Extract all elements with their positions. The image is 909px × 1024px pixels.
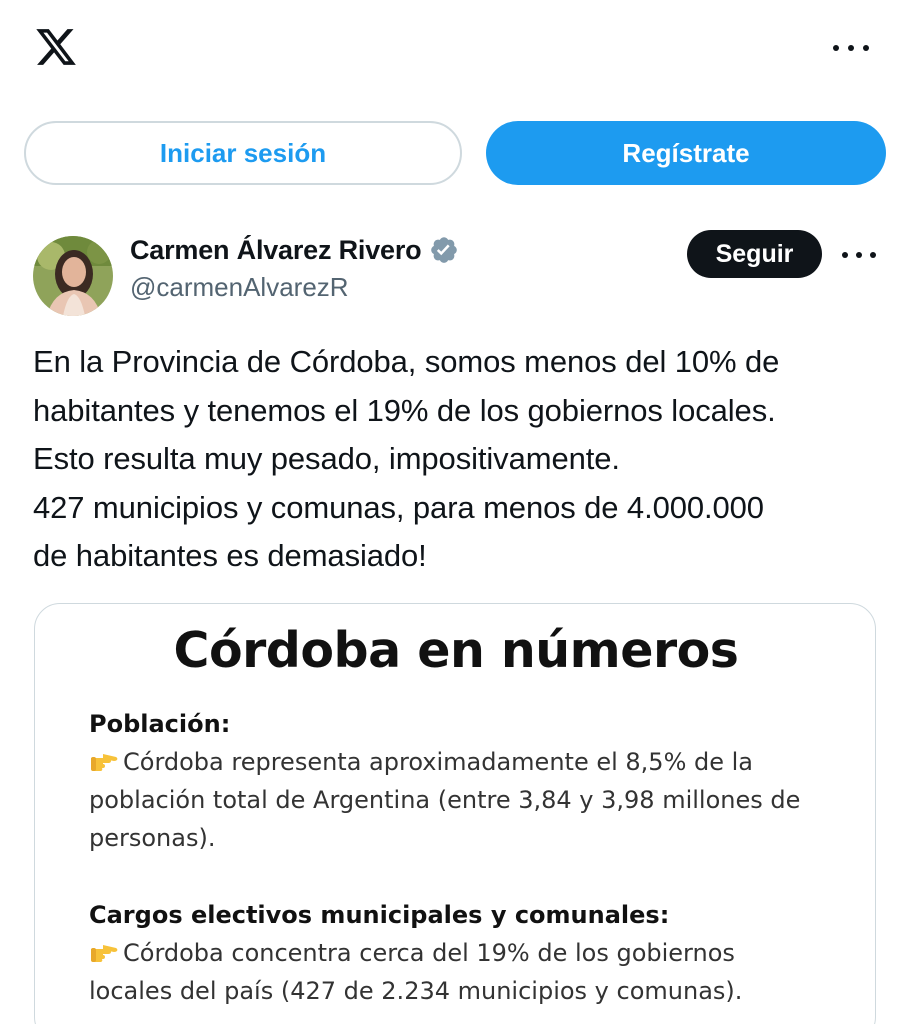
pointing-hand-icon — [89, 941, 119, 963]
post-text-line: Esto resulta muy pesado, impositivamente. — [33, 441, 620, 476]
media-section-population — [89, 705, 859, 857]
login-button[interactable]: Iniciar sesión — [24, 121, 462, 185]
post-more-icon[interactable] — [842, 248, 876, 262]
signup-button[interactable]: Regístrate — [486, 121, 886, 185]
section-line: personas). — [89, 824, 216, 852]
top-bar — [0, 0, 909, 100]
post-media-image[interactable] — [34, 603, 876, 1024]
avatar[interactable] — [33, 236, 113, 316]
section-heading: Población: — [89, 710, 231, 738]
follow-button[interactable]: Seguir — [687, 230, 822, 278]
section-line: población total de Argentina (entre 3,84 y 3,98 millones de — [89, 786, 801, 814]
verified-badge-icon — [429, 235, 459, 265]
auth-buttons — [24, 121, 886, 185]
media-section-elective-posts — [89, 896, 859, 1010]
author-handle[interactable]: @carmenAlvarezR — [130, 272, 349, 302]
section-line: locales del país (427 de 2.234 municipios y comunas). — [89, 977, 743, 1005]
media-title: Córdoba en números — [173, 622, 739, 679]
x-logo-icon[interactable] — [33, 25, 79, 69]
section-line: Córdoba concentra cerca del 19% de los gobiernos — [123, 939, 735, 967]
pointing-hand-icon — [89, 750, 119, 772]
section-heading: Cargos electivos municipales y comunales: — [89, 901, 670, 929]
author-name-row — [130, 232, 459, 268]
post-text-line: En la Provincia de Córdoba, somos menos del 10% de — [33, 344, 780, 379]
post-text-line: habitantes y tenemos el 19% de los gobiernos locales. — [33, 392, 776, 428]
post-text-line: de habitantes es demasiado! — [33, 538, 427, 573]
section-line: Córdoba representa aproximadamente el 8,5% de la — [123, 748, 753, 776]
post-text-line: 427 municipios y comunas, para menos de 4.000.000 — [33, 489, 764, 525]
author-name[interactable]: Carmen Álvarez Rivero — [130, 234, 422, 265]
post-text — [33, 338, 883, 581]
more-options-icon[interactable] — [833, 36, 869, 60]
